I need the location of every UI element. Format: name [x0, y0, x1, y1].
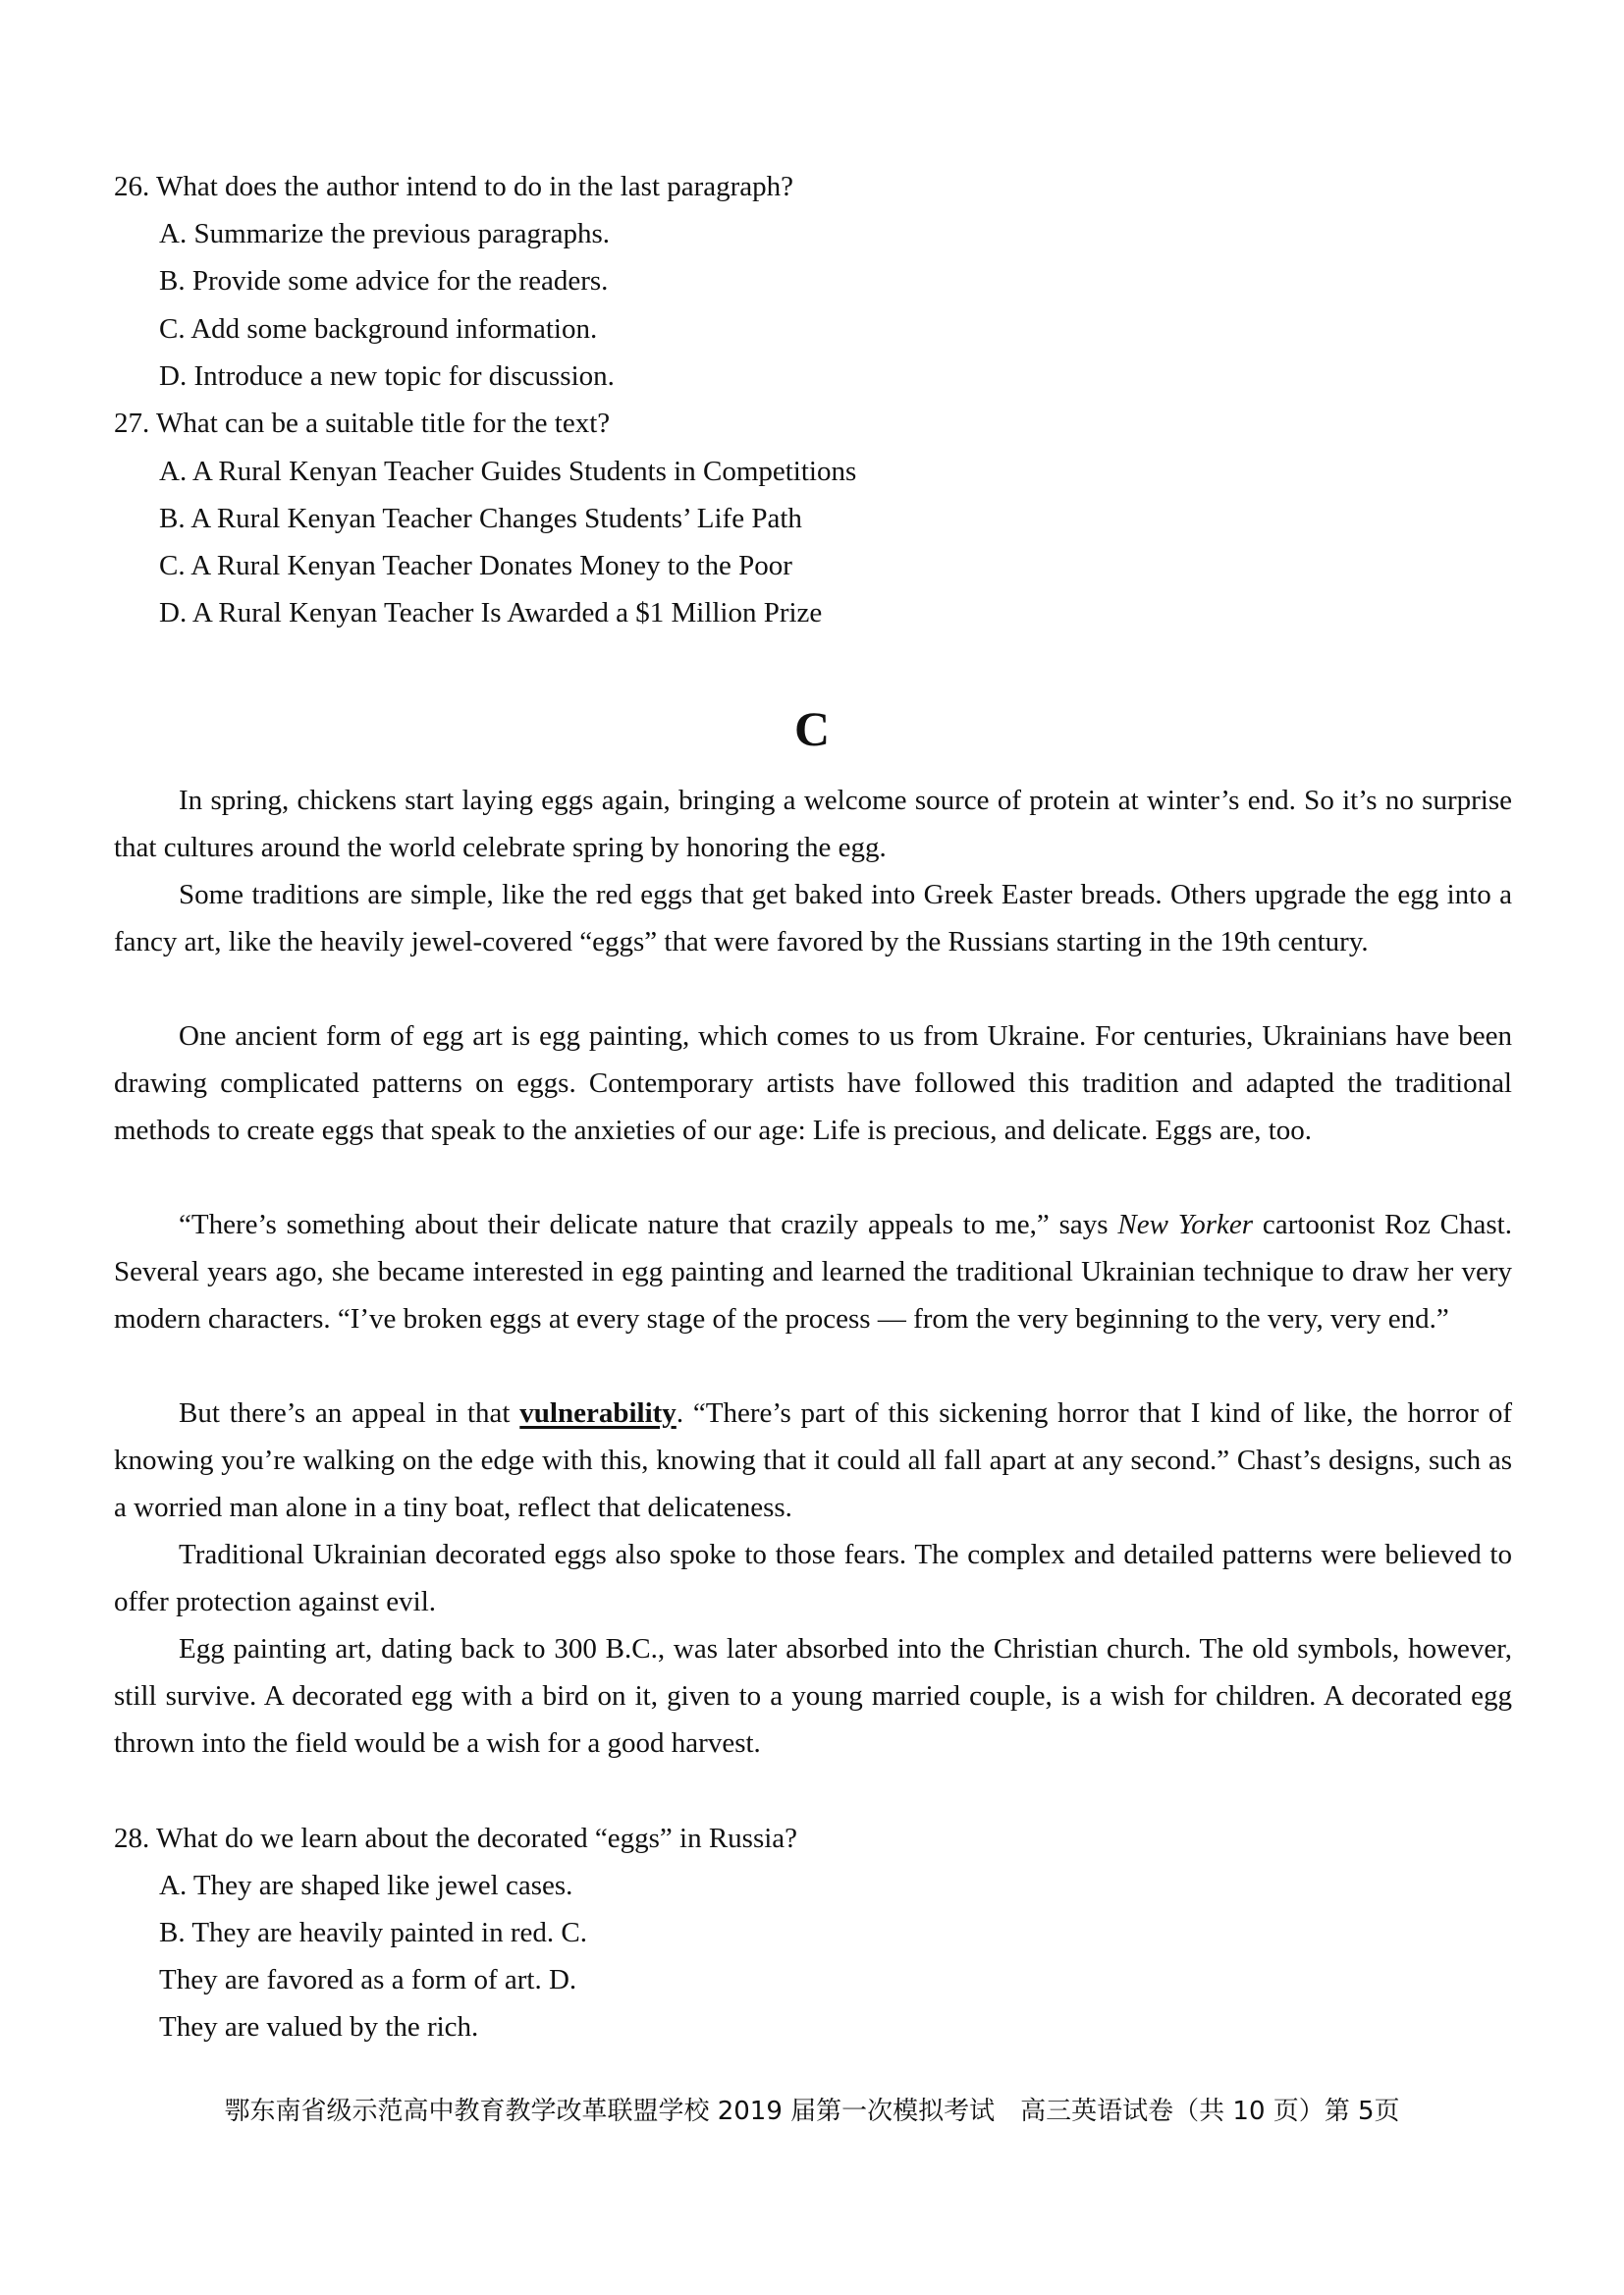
passage-paragraph-2: Some traditions are simple, like the red eggs that get baked into Greek Easter breads. Others upgrade the egg into a fancy art, like the heavily jewel-covered “eggs” that were favored by the Russians starting in the 19th century. [114, 879, 1512, 957]
paragraph-4-text-end: cartoonist Roz Chast. Several years ago, she became interested in egg painting and learned the traditional Ukrainian technique to draw her very modern characters. “I’ve broken eggs at every stage of the process — from the very beginning to the very, very end.” [114, 1209, 1512, 1335]
question-26: 26. What does the author intend to do in the last paragraph? [114, 171, 794, 202]
question-27: 27. What can be a suitable title for the text? [114, 408, 611, 439]
passage-paragraph-7: Egg painting art, dating back to 300 B.C., was later absorbed into the Christian church. The old symbols, however, still survive. A decorated egg with a bird on it, given to a young married couple, is a wish for children. A decorated egg thrown into the field would be a wish for a good harvest. [114, 1633, 1512, 1759]
q27-option-c: C. A Rural Kenyan Teacher Donates Money to the Poor [159, 550, 792, 581]
q28-option-b: B. They are heavily painted in red. C. [159, 1917, 587, 1948]
passage-paragraph-1: In spring, chickens start laying eggs again, bringing a welcome source of protein at winter’s end. So it’s no surprise that cultures around the world celebrate spring by honoring the egg. [114, 785, 1512, 863]
passage-paragraph-6: Traditional Ukrainian decorated eggs also spoke to those fears. The complex and detailed patterns were believed to offer protection against evil. [114, 1539, 1512, 1617]
passage-paragraph-5 [114, 1390, 1512, 1531]
section-heading: C [793, 701, 831, 756]
q26-option-c: C. Add some background information. [159, 313, 598, 345]
paragraph-5-text-start: But there’s an appeal in that [179, 1397, 520, 1429]
passage-paragraph-4 [114, 1201, 1512, 1342]
q26-option-d: D. Introduce a new topic for discussion. [159, 360, 615, 392]
question-28: 28. What do we learn about the decorated “eggs” in Russia? [114, 1823, 798, 1854]
page-footer: 鄂东南省级示范高中教育教学改革联盟学校 2019 届第一次模拟考试 高三英语试卷（共 10 页）第 5页 [224, 2097, 1400, 2126]
q28-option-d: They are valued by the rich. [159, 2011, 479, 2043]
q27-option-a: A. A Rural Kenyan Teacher Guides Students in Competitions [159, 456, 857, 487]
paragraph-5-text-end: . “There’s part of this sickening horror that I kind of like, the horror of knowing you’re walking on the edge with this, knowing that it could all fall apart at any second.” Chast’s designs, such as a worried man alone in a tiny boat, reflect that delicateness. [114, 1397, 1512, 1523]
q28-option-a: A. They are shaped like jewel cases. [159, 1870, 573, 1901]
underlined-keyword: vulnerability [519, 1397, 677, 1429]
q28-option-c: They are favored as a form of art. D. [159, 1964, 577, 1995]
q27-option-b: B. A Rural Kenyan Teacher Changes Students’ Life Path [159, 503, 802, 534]
q27-option-d: D. A Rural Kenyan Teacher Is Awarded a $1 Million Prize [159, 597, 823, 628]
magazine-name: New Yorker [1117, 1209, 1254, 1240]
q26-option-b: B. Provide some advice for the readers. [159, 265, 609, 297]
paragraph-4-text-start: “There’s something about their delicate nature that crazily appeals to me,” says [179, 1209, 1118, 1240]
passage-paragraph-3: One ancient form of egg art is egg painting, which comes to us from Ukraine. For centuries, Ukrainians have been drawing complicated patterns on eggs. Contemporary artists have followed this tradition and adapted the traditional methods to create eggs that speak to the anxieties of our age: Life is precious, and delicate. Eggs are, too. [114, 1020, 1512, 1146]
q26-option-a: A. Summarize the previous paragraphs. [159, 218, 611, 249]
